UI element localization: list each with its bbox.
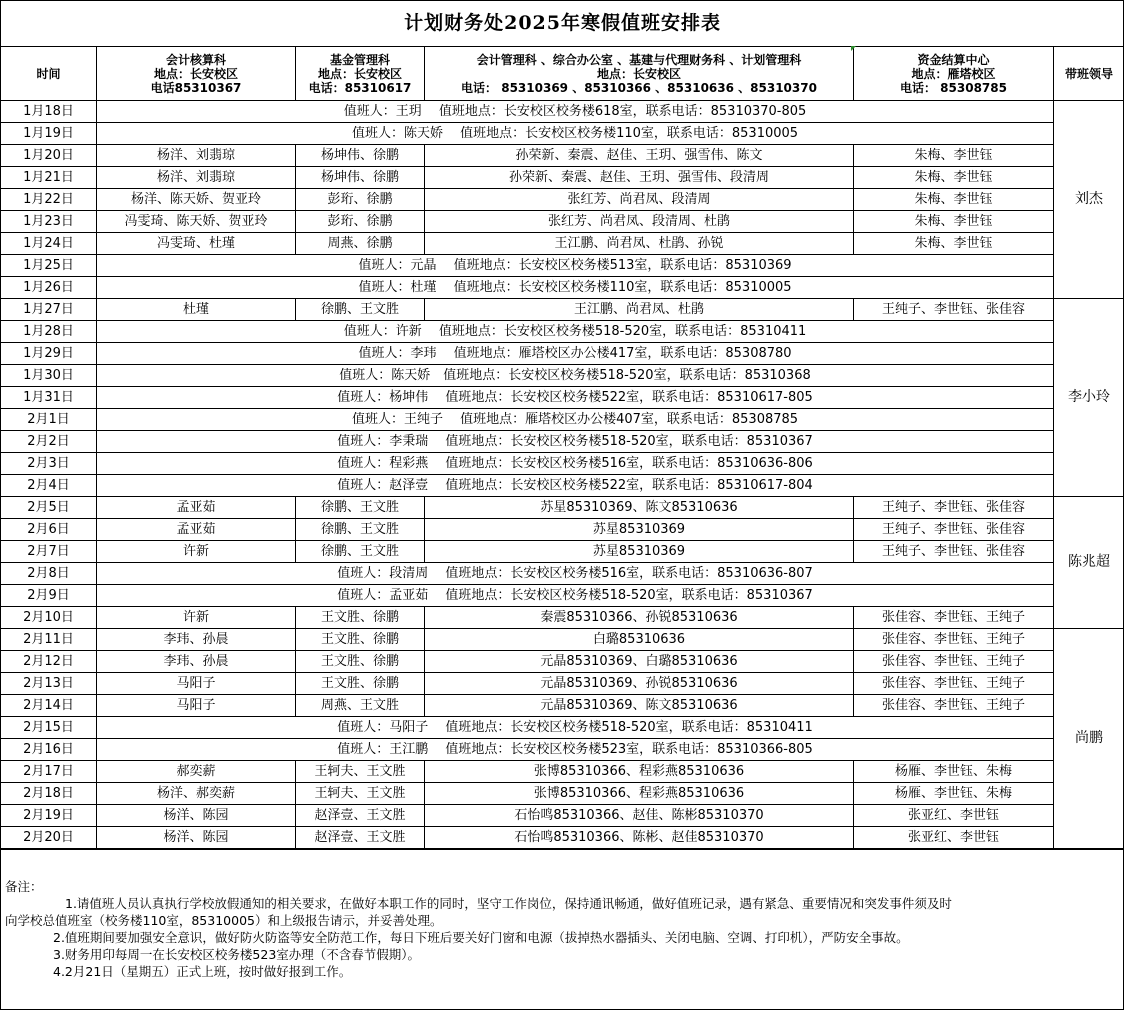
date-cell: 2月17日 bbox=[1, 761, 97, 783]
jjgl-duty-cell: 王轲夫、王文胜 bbox=[296, 761, 425, 783]
date-cell: 2月3日 bbox=[1, 453, 97, 475]
zjjs-duty-cell: 张佳容、李世钰、王纯子 bbox=[854, 629, 1054, 651]
date-cell: 2月6日 bbox=[1, 519, 97, 541]
date-cell: 2月11日 bbox=[1, 629, 97, 651]
merged-duty-cell: 值班人：赵泽壹 值班地点：长安校区校务楼522室，联系电话：85310617-804 bbox=[97, 475, 1054, 497]
table-row bbox=[1, 431, 1124, 453]
table-row bbox=[1, 563, 1124, 585]
merged-duty-cell: 值班人：王纯子 值班地点：雁塔校区办公楼407室，联系电话：85308785 bbox=[97, 409, 1054, 431]
jjgl-duty-cell: 赵泽壹、王文胜 bbox=[296, 827, 425, 849]
date-cell: 2月14日 bbox=[1, 695, 97, 717]
zjjs-duty-cell: 王纯子、李世钰、张佳容 bbox=[854, 497, 1054, 519]
kjhs-duty-cell: 杨洋、陈园 bbox=[97, 805, 296, 827]
kjgl-duty-cell: 秦震85310366、孙锐85310636 bbox=[425, 607, 854, 629]
table-row bbox=[1, 101, 1124, 123]
sheet-title: 计划财务处2025年寒假值班安排表 bbox=[1, 1, 1124, 47]
header-zjjs-location: 地点：雁塔校区 bbox=[911, 66, 996, 81]
merged-duty-cell: 值班人：马阳子 值班地点：长安校区校务楼518-520室，联系电话：85310411 bbox=[97, 717, 1054, 739]
zjjs-duty-cell: 朱梅、李世钰 bbox=[854, 233, 1054, 255]
table-row bbox=[1, 299, 1124, 321]
header-kjhs-name: 会计核算科 bbox=[165, 52, 226, 67]
leader-cell: 李小玲 bbox=[1054, 299, 1124, 497]
merged-duty-cell: 值班人：杨坤伟 值班地点：长安校区校务楼522室，联系电话：85310617-805 bbox=[97, 387, 1054, 409]
kjhs-duty-cell: 冯雯琦、杜瑾 bbox=[97, 233, 296, 255]
header-jjgl-location: 地点：长安校区 bbox=[317, 66, 402, 81]
kjgl-duty-cell: 白璐85310636 bbox=[425, 629, 854, 651]
table-row bbox=[1, 365, 1124, 387]
date-cell: 1月31日 bbox=[1, 387, 97, 409]
date-cell: 2月5日 bbox=[1, 497, 97, 519]
date-cell: 2月2日 bbox=[1, 431, 97, 453]
kjgl-duty-cell: 张博85310366、程彩燕85310636 bbox=[425, 783, 854, 805]
kjgl-duty-cell: 石怡鸣85310366、赵佳、陈彬85310370 bbox=[425, 805, 854, 827]
date-cell: 2月18日 bbox=[1, 783, 97, 805]
merged-duty-cell: 值班人：王玥 值班地点：长安校区校务楼618室，联系电话：85310370-805 bbox=[97, 101, 1054, 123]
zjjs-duty-cell: 张佳容、李世钰、王纯子 bbox=[854, 673, 1054, 695]
date-cell: 1月25日 bbox=[1, 255, 97, 277]
header-kjgl-location: 地点：长安校区 bbox=[596, 66, 681, 81]
kjhs-duty-cell: 杜瑾 bbox=[97, 299, 296, 321]
note-4: 4.2月21日（星期五）正式上班，按时做好报到工作。 bbox=[53, 964, 352, 979]
date-cell: 2月19日 bbox=[1, 805, 97, 827]
date-cell: 1月18日 bbox=[1, 101, 97, 123]
date-cell: 2月1日 bbox=[1, 409, 97, 431]
table-row bbox=[1, 827, 1124, 849]
date-cell: 2月13日 bbox=[1, 673, 97, 695]
notes-label: 备注： bbox=[5, 879, 43, 894]
table-row bbox=[1, 783, 1124, 805]
jjgl-duty-cell: 周燕、徐鹏 bbox=[296, 233, 425, 255]
kjhs-duty-cell: 杨洋、陈天娇、贺亚玲 bbox=[97, 189, 296, 211]
date-cell: 1月30日 bbox=[1, 365, 97, 387]
table-row bbox=[1, 673, 1124, 695]
jjgl-duty-cell: 王轲夫、王文胜 bbox=[296, 783, 425, 805]
table-row bbox=[1, 453, 1124, 475]
header-kjhs bbox=[97, 47, 296, 101]
jjgl-duty-cell: 徐鹏、王文胜 bbox=[296, 519, 425, 541]
note-2: 2.值班期间要加强安全意识，做好防火防盗等安全防范工作，每日下班后要关好门窗和电源（拔掉热水器插头、关闭电脑、空调、打印机），严防安全事故。 bbox=[53, 930, 909, 945]
date-cell: 2月10日 bbox=[1, 607, 97, 629]
kjhs-duty-cell: 冯雯琦、陈天娇、贺亚玲 bbox=[97, 211, 296, 233]
merged-duty-cell: 值班人：杜瑾 值班地点：长安校区校务楼110室，联系电话：85310005 bbox=[97, 277, 1054, 299]
date-cell: 2月20日 bbox=[1, 827, 97, 849]
header-kjhs-location: 地点：长安校区 bbox=[153, 66, 238, 81]
table-row bbox=[1, 739, 1124, 761]
jjgl-duty-cell: 王文胜、徐鹏 bbox=[296, 651, 425, 673]
table-row bbox=[1, 123, 1124, 145]
date-cell: 1月24日 bbox=[1, 233, 97, 255]
kjgl-duty-cell: 元晶85310369、孙锐85310636 bbox=[425, 673, 854, 695]
header-time: 时间 bbox=[1, 47, 97, 101]
cell-comment-marker bbox=[851, 46, 856, 51]
kjhs-duty-cell: 郝奕薪 bbox=[97, 761, 296, 783]
header-kjgl-phone: 电话： 85310369 、85310366 、85310636 、85310370 bbox=[461, 80, 817, 95]
date-cell: 1月28日 bbox=[1, 321, 97, 343]
kjgl-duty-cell: 张红芳、尚君凤、段清周 bbox=[425, 189, 854, 211]
kjgl-duty-cell: 苏星85310369、陈文85310636 bbox=[425, 497, 854, 519]
jjgl-duty-cell: 徐鹏、王文胜 bbox=[296, 299, 425, 321]
note-1-line-1: 1.请值班人员认真执行学校放假通知的相关要求，在做好本职工作的同时，坚守工作岗位，保持通讯畅通，做好值班记录，遇有紧急、重要情况和突发事件须及时 bbox=[65, 896, 952, 911]
header-zjjs-name: 资金结算中心 bbox=[917, 52, 990, 67]
kjgl-duty-cell: 元晶85310369、陈文85310636 bbox=[425, 695, 854, 717]
jjgl-duty-cell: 王文胜、徐鹏 bbox=[296, 607, 425, 629]
kjhs-duty-cell: 杨洋、陈园 bbox=[97, 827, 296, 849]
kjhs-duty-cell: 杨洋、刘翡琼 bbox=[97, 167, 296, 189]
table-row bbox=[1, 761, 1124, 783]
table-row bbox=[1, 189, 1124, 211]
table-row bbox=[1, 167, 1124, 189]
zjjs-duty-cell: 张佳容、李世钰、王纯子 bbox=[854, 695, 1054, 717]
table-row bbox=[1, 255, 1124, 277]
kjhs-duty-cell: 杨洋、刘翡琼 bbox=[97, 145, 296, 167]
note-3: 3.财务用印每周一在长安校区校务楼523室办理（不含春节假期）。 bbox=[53, 947, 421, 962]
header-kjgl-name: 会计管理科 、综合办公室 、基建与代理财务科 、计划管理科 bbox=[476, 52, 802, 67]
table-row bbox=[1, 497, 1124, 519]
table-row bbox=[1, 805, 1124, 827]
table-row bbox=[1, 211, 1124, 233]
zjjs-duty-cell: 杨雁、李世钰、朱梅 bbox=[854, 783, 1054, 805]
kjhs-duty-cell: 孟亚茹 bbox=[97, 497, 296, 519]
table-row bbox=[1, 233, 1124, 255]
table-row bbox=[1, 519, 1124, 541]
table-row bbox=[1, 695, 1124, 717]
merged-duty-cell: 值班人：李秉瑞 值班地点：长安校区校务楼518-520室，联系电话：85310367 bbox=[97, 431, 1054, 453]
merged-duty-cell: 值班人：程彩燕 值班地点：长安校区校务楼516室，联系电话：85310636-806 bbox=[97, 453, 1054, 475]
jjgl-duty-cell: 王文胜、徐鹏 bbox=[296, 673, 425, 695]
zjjs-duty-cell: 王纯子、李世钰、张佳容 bbox=[854, 519, 1054, 541]
kjgl-duty-cell: 苏星85310369 bbox=[425, 519, 854, 541]
date-cell: 2月9日 bbox=[1, 585, 97, 607]
zjjs-duty-cell: 张亚红、李世钰 bbox=[854, 827, 1054, 849]
kjhs-duty-cell: 李玮、孙晨 bbox=[97, 629, 296, 651]
merged-duty-cell: 值班人：陈天娇 值班地点：长安校区校务楼518-520室，联系电话：85310368 bbox=[97, 365, 1054, 387]
zjjs-duty-cell: 王纯子、李世钰、张佳容 bbox=[854, 541, 1054, 563]
zjjs-duty-cell: 张佳容、李世钰、王纯子 bbox=[854, 651, 1054, 673]
date-cell: 2月7日 bbox=[1, 541, 97, 563]
jjgl-duty-cell: 徐鹏、王文胜 bbox=[296, 497, 425, 519]
merged-duty-cell: 值班人：陈天娇 值班地点：长安校区校务楼110室，联系电话：85310005 bbox=[97, 123, 1054, 145]
kjgl-duty-cell: 张博85310366、程彩燕85310636 bbox=[425, 761, 854, 783]
merged-duty-cell: 值班人：许新 值班地点：长安校区校务楼518-520室，联系电话：85310411 bbox=[97, 321, 1054, 343]
kjhs-duty-cell: 许新 bbox=[97, 607, 296, 629]
date-cell: 2月16日 bbox=[1, 739, 97, 761]
table-row bbox=[1, 651, 1124, 673]
leader-cell: 刘杰 bbox=[1054, 101, 1124, 299]
zjjs-duty-cell: 王纯子、李世钰、张佳容 bbox=[854, 299, 1054, 321]
kjgl-duty-cell: 王江鹏、尚君凤、杜鹃 bbox=[425, 299, 854, 321]
leader-cell: 尚鹏 bbox=[1054, 629, 1124, 849]
date-cell: 1月20日 bbox=[1, 145, 97, 167]
jjgl-duty-cell: 杨坤伟、徐鹏 bbox=[296, 167, 425, 189]
date-cell: 2月4日 bbox=[1, 475, 97, 497]
table-row bbox=[1, 409, 1124, 431]
jjgl-duty-cell: 赵泽壹、王文胜 bbox=[296, 805, 425, 827]
merged-duty-cell: 值班人：段清周 值班地点：长安校区校务楼516室，联系电话：85310636-807 bbox=[97, 563, 1054, 585]
jjgl-duty-cell: 杨坤伟、徐鹏 bbox=[296, 145, 425, 167]
table-row bbox=[1, 343, 1124, 365]
kjhs-duty-cell: 孟亚茹 bbox=[97, 519, 296, 541]
header-jjgl bbox=[296, 47, 425, 101]
kjgl-duty-cell: 元晶85310369、白璐85310636 bbox=[425, 651, 854, 673]
jjgl-duty-cell: 彭珩、徐鹏 bbox=[296, 211, 425, 233]
zjjs-duty-cell: 朱梅、李世钰 bbox=[854, 167, 1054, 189]
kjgl-duty-cell: 孙荣新、秦震、赵佳、王玥、强雪伟、段清周 bbox=[425, 167, 854, 189]
kjgl-duty-cell: 孙荣新、秦震、赵佳、王玥、强雪伟、陈文 bbox=[425, 145, 854, 167]
date-cell: 1月22日 bbox=[1, 189, 97, 211]
header-jjgl-phone: 电话：85310617 bbox=[308, 80, 412, 95]
date-cell: 1月23日 bbox=[1, 211, 97, 233]
table-row bbox=[1, 585, 1124, 607]
merged-duty-cell: 值班人：李玮 值班地点：雁塔校区办公楼417室，联系电话：85308780 bbox=[97, 343, 1054, 365]
kjhs-duty-cell: 许新 bbox=[97, 541, 296, 563]
date-cell: 1月21日 bbox=[1, 167, 97, 189]
header-kjhs-phone: 电话85310367 bbox=[150, 80, 242, 95]
merged-duty-cell: 值班人：王江鹏 值班地点：长安校区校务楼523室，联系电话：85310366-805 bbox=[97, 739, 1054, 761]
zjjs-duty-cell: 张佳容、李世钰、王纯子 bbox=[854, 607, 1054, 629]
kjhs-duty-cell: 马阳子 bbox=[97, 695, 296, 717]
zjjs-duty-cell: 张亚红、李世钰 bbox=[854, 805, 1054, 827]
jjgl-duty-cell: 徐鹏、王文胜 bbox=[296, 541, 425, 563]
table-row bbox=[1, 387, 1124, 409]
merged-duty-cell: 值班人：孟亚茹 值班地点：长安校区校务楼518-520室，联系电话：85310367 bbox=[97, 585, 1054, 607]
header-zjjs bbox=[854, 47, 1054, 101]
header-leader: 带班领导 bbox=[1054, 47, 1124, 101]
table-row bbox=[1, 541, 1124, 563]
date-cell: 1月19日 bbox=[1, 123, 97, 145]
zjjs-duty-cell: 朱梅、李世钰 bbox=[854, 211, 1054, 233]
jjgl-duty-cell: 周燕、王文胜 bbox=[296, 695, 425, 717]
table-row bbox=[1, 629, 1124, 651]
zjjs-duty-cell: 杨雁、李世钰、朱梅 bbox=[854, 761, 1054, 783]
date-cell: 1月27日 bbox=[1, 299, 97, 321]
date-cell: 2月12日 bbox=[1, 651, 97, 673]
table-row bbox=[1, 717, 1124, 739]
merged-duty-cell: 值班人：元晶 值班地点：长安校区校务楼513室，联系电话：85310369 bbox=[97, 255, 1054, 277]
table-row bbox=[1, 607, 1124, 629]
kjgl-duty-cell: 张红芳、尚君凤、段清周、杜鹃 bbox=[425, 211, 854, 233]
kjgl-duty-cell: 王江鹏、尚君凤、杜鹃、孙锐 bbox=[425, 233, 854, 255]
kjgl-duty-cell: 苏星85310369 bbox=[425, 541, 854, 563]
header-zjjs-phone: 电话： 85308785 bbox=[900, 80, 1007, 95]
zjjs-duty-cell: 朱梅、李世钰 bbox=[854, 189, 1054, 211]
date-cell: 1月29日 bbox=[1, 343, 97, 365]
kjhs-duty-cell: 马阳子 bbox=[97, 673, 296, 695]
jjgl-duty-cell: 王文胜、徐鹏 bbox=[296, 629, 425, 651]
table-row bbox=[1, 277, 1124, 299]
table-row bbox=[1, 321, 1124, 343]
header-kjgl bbox=[425, 47, 854, 101]
kjgl-duty-cell: 石怡鸣85310366、陈彬、赵佳85310370 bbox=[425, 827, 854, 849]
zjjs-duty-cell: 朱梅、李世钰 bbox=[854, 145, 1054, 167]
header-jjgl-name: 基金管理科 bbox=[329, 52, 390, 67]
jjgl-duty-cell: 彭珩、徐鹏 bbox=[296, 189, 425, 211]
table-row bbox=[1, 145, 1124, 167]
kjhs-duty-cell: 李玮、孙晨 bbox=[97, 651, 296, 673]
date-cell: 2月8日 bbox=[1, 563, 97, 585]
date-cell: 1月26日 bbox=[1, 277, 97, 299]
leader-cell: 陈兆超 bbox=[1054, 497, 1124, 629]
table-row bbox=[1, 475, 1124, 497]
note-1-line-2: 向学校总值班室（校务楼110室，85310005）和上级报告请示，并妥善处理。 bbox=[5, 913, 443, 928]
kjhs-duty-cell: 杨洋、郝奕薪 bbox=[97, 783, 296, 805]
notes-section bbox=[1, 849, 1123, 1009]
date-cell: 2月15日 bbox=[1, 717, 97, 739]
